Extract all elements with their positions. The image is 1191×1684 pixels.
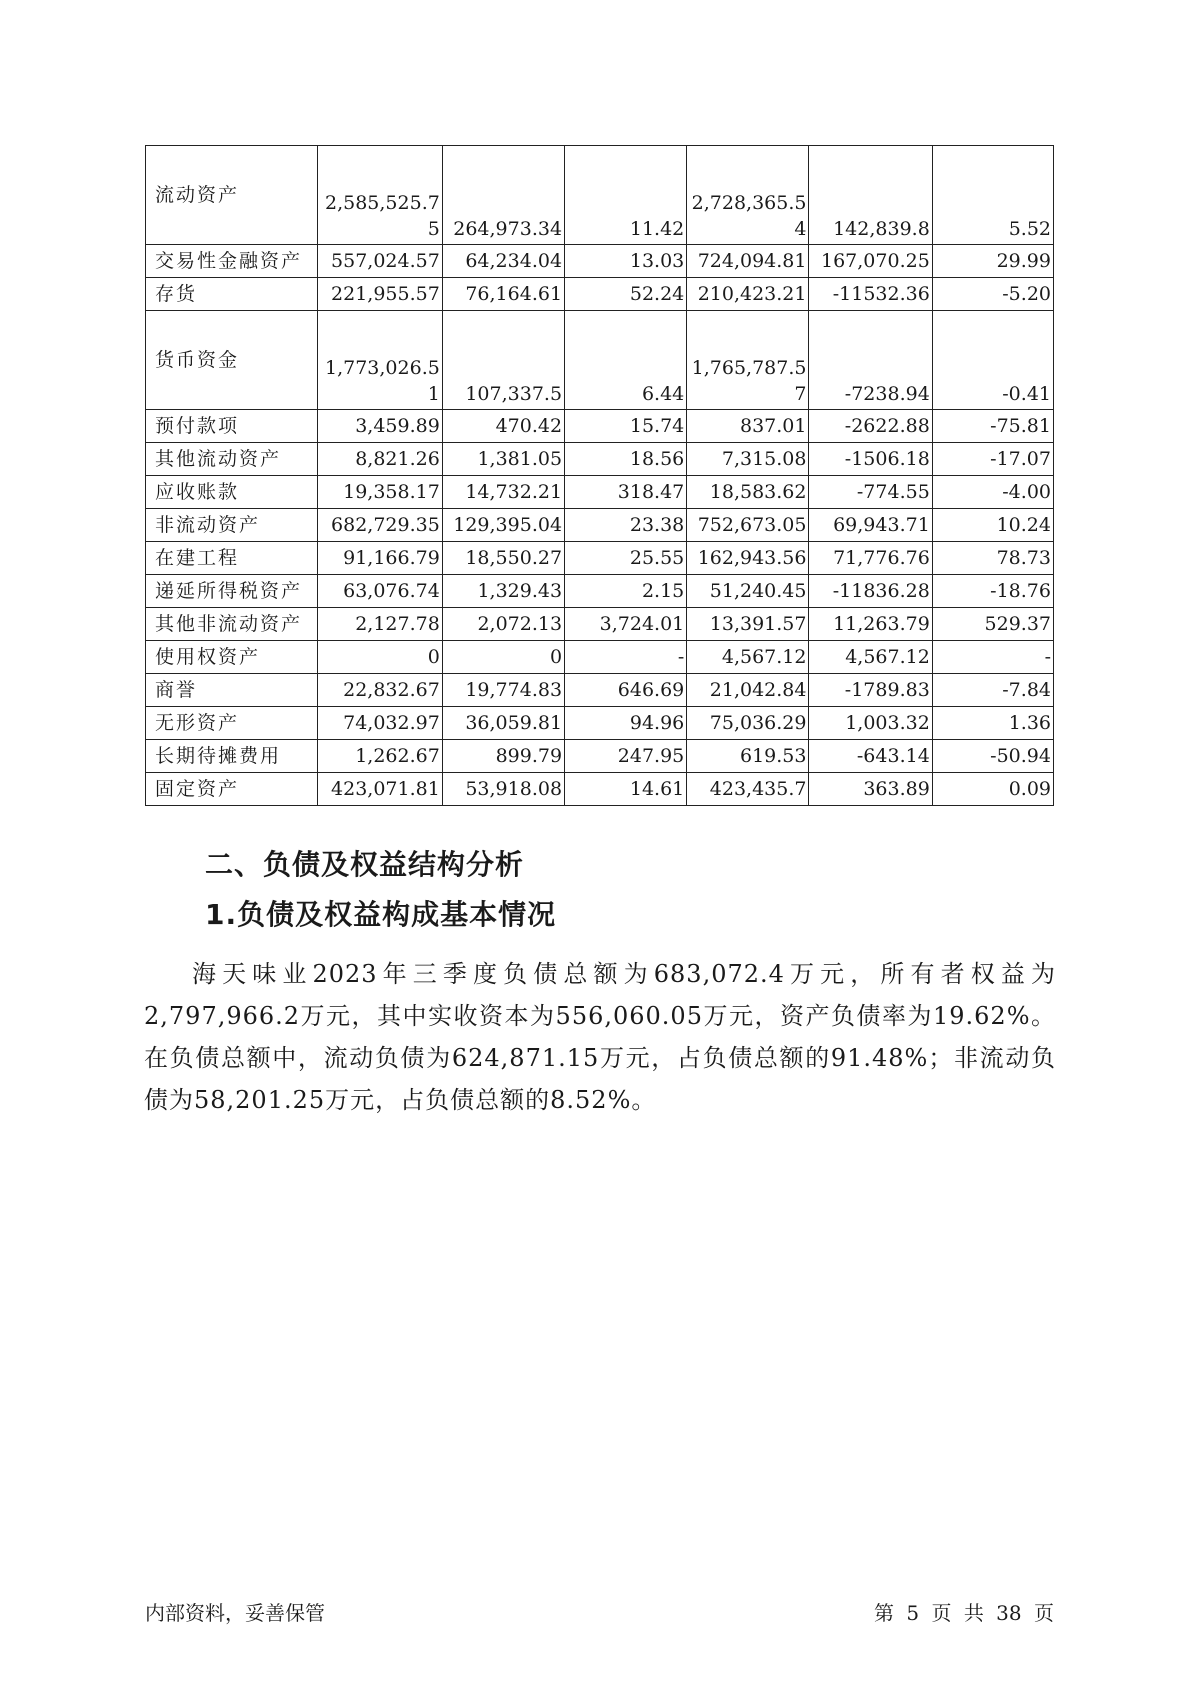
cell: 25.55 bbox=[565, 542, 687, 575]
cell: -643.14 bbox=[809, 740, 932, 773]
cell: 3,459.89 bbox=[318, 410, 442, 443]
cell: 1,262.67 bbox=[318, 740, 442, 773]
cell: 36,059.81 bbox=[442, 707, 564, 740]
cell: -774.55 bbox=[809, 476, 932, 509]
table-row bbox=[146, 278, 1054, 311]
cell: 7,315.08 bbox=[687, 443, 809, 476]
cell: 11,263.79 bbox=[809, 608, 932, 641]
cell: 0.09 bbox=[932, 773, 1053, 806]
cell: 837.01 bbox=[687, 410, 809, 443]
cell: 1,381.05 bbox=[442, 443, 564, 476]
cell: 13.03 bbox=[565, 245, 687, 278]
cell: -18.76 bbox=[932, 575, 1053, 608]
cell: 2,728,365.54 bbox=[687, 146, 809, 245]
cell: 682,729.35 bbox=[318, 509, 442, 542]
cell: 210,423.21 bbox=[687, 278, 809, 311]
cell: 423,071.81 bbox=[318, 773, 442, 806]
cell: -11532.36 bbox=[809, 278, 932, 311]
cell: 75,036.29 bbox=[687, 707, 809, 740]
row-label: 流动资产 bbox=[146, 146, 318, 245]
cell: 142,839.8 bbox=[809, 146, 932, 245]
cell: 167,070.25 bbox=[809, 245, 932, 278]
cell: 1,765,787.57 bbox=[687, 311, 809, 410]
row-label: 非流动资产 bbox=[146, 509, 318, 542]
cell: 2,585,525.75 bbox=[318, 146, 442, 245]
footer-confidential-note: 内部资料，妥善保管 bbox=[145, 1601, 325, 1625]
cell: 724,094.81 bbox=[687, 245, 809, 278]
cell: 23.38 bbox=[565, 509, 687, 542]
cell: 5.52 bbox=[932, 146, 1053, 245]
asset-change-table bbox=[145, 145, 1054, 806]
cell: 221,955.57 bbox=[318, 278, 442, 311]
cell: 11.42 bbox=[565, 146, 687, 245]
cell: 129,395.04 bbox=[442, 509, 564, 542]
table-row bbox=[146, 542, 1054, 575]
cell: -4.00 bbox=[932, 476, 1053, 509]
table-row bbox=[146, 509, 1054, 542]
cell: 74,032.97 bbox=[318, 707, 442, 740]
cell: -11836.28 bbox=[809, 575, 932, 608]
cell: 22,832.67 bbox=[318, 674, 442, 707]
row-label: 存货 bbox=[146, 278, 318, 311]
cell: 18,583.62 bbox=[687, 476, 809, 509]
cell: 64,234.04 bbox=[442, 245, 564, 278]
row-label: 使用权资产 bbox=[146, 641, 318, 674]
table-row bbox=[146, 674, 1054, 707]
cell: -7238.94 bbox=[809, 311, 932, 410]
table-row bbox=[146, 773, 1054, 806]
row-label: 交易性金融资产 bbox=[146, 245, 318, 278]
cell: 21,042.84 bbox=[687, 674, 809, 707]
table-row bbox=[146, 641, 1054, 674]
cell: 2,072.13 bbox=[442, 608, 564, 641]
cell: 91,166.79 bbox=[318, 542, 442, 575]
cell: 0 bbox=[442, 641, 564, 674]
cell: 6.44 bbox=[565, 311, 687, 410]
cell: 557,024.57 bbox=[318, 245, 442, 278]
cell: -1789.83 bbox=[809, 674, 932, 707]
cell: 53,918.08 bbox=[442, 773, 564, 806]
row-label: 预付款项 bbox=[146, 410, 318, 443]
cell: 19,358.17 bbox=[318, 476, 442, 509]
cell: -7.84 bbox=[932, 674, 1053, 707]
subsection-heading: 1.负债及权益构成基本情况 bbox=[205, 898, 557, 931]
cell: 78.73 bbox=[932, 542, 1053, 575]
cell: 15.74 bbox=[565, 410, 687, 443]
cell: 247.95 bbox=[565, 740, 687, 773]
cell: -5.20 bbox=[932, 278, 1053, 311]
cell: -0.41 bbox=[932, 311, 1053, 410]
cell: 29.99 bbox=[932, 245, 1053, 278]
table-row bbox=[146, 245, 1054, 278]
cell: 318.47 bbox=[565, 476, 687, 509]
cell: 14,732.21 bbox=[442, 476, 564, 509]
cell: 94.96 bbox=[565, 707, 687, 740]
cell: 8,821.26 bbox=[318, 443, 442, 476]
cell: 18.56 bbox=[565, 443, 687, 476]
row-label: 其他流动资产 bbox=[146, 443, 318, 476]
cell: 1,329.43 bbox=[442, 575, 564, 608]
cell: 3,724.01 bbox=[565, 608, 687, 641]
cell: 10.24 bbox=[932, 509, 1053, 542]
table-row bbox=[146, 443, 1054, 476]
cell: 2.15 bbox=[565, 575, 687, 608]
cell: 529.37 bbox=[932, 608, 1053, 641]
table-row bbox=[146, 707, 1054, 740]
row-label: 递延所得税资产 bbox=[146, 575, 318, 608]
cell: 0 bbox=[318, 641, 442, 674]
cell: -75.81 bbox=[932, 410, 1053, 443]
cell: 51,240.45 bbox=[687, 575, 809, 608]
cell: 63,076.74 bbox=[318, 575, 442, 608]
row-label: 商誉 bbox=[146, 674, 318, 707]
table-row bbox=[146, 575, 1054, 608]
row-label: 固定资产 bbox=[146, 773, 318, 806]
cell: - bbox=[932, 641, 1053, 674]
cell: 1,003.32 bbox=[809, 707, 932, 740]
cell: -2622.88 bbox=[809, 410, 932, 443]
cell: 2,127.78 bbox=[318, 608, 442, 641]
cell: - bbox=[565, 641, 687, 674]
body-paragraph: 海天味业2023年三季度负债总额为683,072.4万元，所有者权益为2,797,966.2万元，其中实收资本为556,060.05万元，资产负债率为19.62%。在负债总额中，流动负债为624,871.15万元，占负债总额的91.48%；非流动负债为58,201.25万元，占负债总额的8.52%。 bbox=[144, 960, 1056, 1114]
cell: 76,164.61 bbox=[442, 278, 564, 311]
cell: 162,943.56 bbox=[687, 542, 809, 575]
table-row bbox=[146, 476, 1054, 509]
cell: 363.89 bbox=[809, 773, 932, 806]
cell: 4,567.12 bbox=[809, 641, 932, 674]
section-heading: 二、负债及权益结构分析 bbox=[205, 848, 525, 881]
row-label: 无形资产 bbox=[146, 707, 318, 740]
cell: 1.36 bbox=[932, 707, 1053, 740]
cell: -50.94 bbox=[932, 740, 1053, 773]
cell: -17.07 bbox=[932, 443, 1053, 476]
table-row bbox=[146, 146, 1054, 245]
cell: 19,774.83 bbox=[442, 674, 564, 707]
cell: 13,391.57 bbox=[687, 608, 809, 641]
footer-page-number: 第 5 页 共 38 页 bbox=[874, 1601, 1054, 1625]
table-row bbox=[146, 740, 1054, 773]
cell: 646.69 bbox=[565, 674, 687, 707]
row-label: 应收账款 bbox=[146, 476, 318, 509]
cell: 470.42 bbox=[442, 410, 564, 443]
cell: 14.61 bbox=[565, 773, 687, 806]
cell: 71,776.76 bbox=[809, 542, 932, 575]
row-label: 长期待摊费用 bbox=[146, 740, 318, 773]
cell: 107,337.5 bbox=[442, 311, 564, 410]
cell: 69,943.71 bbox=[809, 509, 932, 542]
table-row bbox=[146, 311, 1054, 410]
cell: 752,673.05 bbox=[687, 509, 809, 542]
table-row bbox=[146, 410, 1054, 443]
cell: 4,567.12 bbox=[687, 641, 809, 674]
cell: 1,773,026.51 bbox=[318, 311, 442, 410]
cell: 52.24 bbox=[565, 278, 687, 311]
cell: -1506.18 bbox=[809, 443, 932, 476]
row-label: 货币资金 bbox=[146, 311, 318, 410]
row-label: 在建工程 bbox=[146, 542, 318, 575]
cell: 264,973.34 bbox=[442, 146, 564, 245]
cell: 18,550.27 bbox=[442, 542, 564, 575]
row-label: 其他非流动资产 bbox=[146, 608, 318, 641]
cell: 423,435.7 bbox=[687, 773, 809, 806]
table-row bbox=[146, 608, 1054, 641]
cell: 619.53 bbox=[687, 740, 809, 773]
cell: 899.79 bbox=[442, 740, 564, 773]
